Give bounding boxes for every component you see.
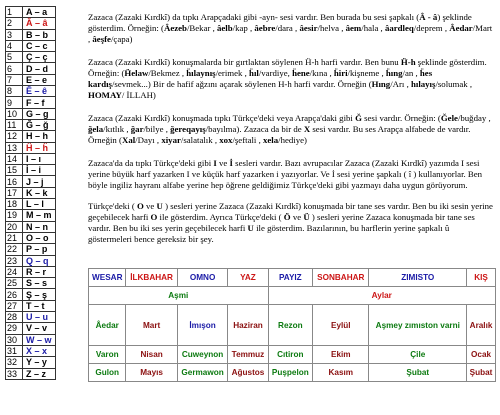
alphabet-row [6,153,56,164]
month-cell: Şubat [467,364,496,382]
alphabet-number: 11 [6,119,23,130]
season-header-cell: WESAR [89,269,126,287]
paragraph-g-x: Zazaca (Zazaki Kırdkî) konuşmada tıpkı Türkçe'deki veya Arapça'daki gibi Ğ sesi vardır. Örneğin: (Ğele/buğday , ğela/kıtlık , ğar/bilye , ğereqayış/bayılma). Zazaca da bir de X sesi vardır. Bu ses Arapça alfabede de vardır. Örneğin (Xal/Dayı , xiyar/salatalık , xox/şeftali , xela/hediye) [88,113,491,145]
alphabet-letter: G – g [23,108,56,119]
alphabet-row [6,74,56,85]
months-table [88,268,496,382]
alphabet-row [6,176,56,187]
alphabet-letter: Ḧ – ḧ [23,142,56,153]
paragraph-ayn: Zazaca (Zazaki Kırdkî) da tıpkı Arapçadaki gibi -ayn- sesi vardır. Ben burada bu sesi şapkalı (Â - â) şeklinde gösterdim. Örneğin: (Âezeb/Bekar , âelb/kap , âebre/dara , âesir/helva , âem/hala , âardleq/deprem , Âedar/Mart , âeşfe/çapa) [88,12,493,44]
month-cell: Haziran [228,305,268,346]
alphabet-row [6,334,56,345]
alphabet-letter: Ş – ş [23,289,56,300]
alphabet-row [6,210,56,221]
alphabet-row [6,97,56,108]
month-cell: Kasım [313,364,369,382]
season-header-cell: KIŞ [467,269,496,287]
alphabet-letter: J – j [23,176,56,187]
alphabet-number: 33 [6,368,23,379]
month-cell: Varon [89,346,126,364]
alphabet-number: 7 [6,74,23,85]
alphabet-row [6,232,56,243]
month-cell: Çile [369,346,467,364]
alphabet-row [6,255,56,266]
alphabet-letter: R – r [23,266,56,277]
months-row-1 [89,305,496,346]
season-header-cell: OMNO [177,269,228,287]
alphabet-letter: İ – i [23,165,56,176]
month-cell: Âedar [89,305,126,346]
alphabet-row [6,289,56,300]
alphabet-letter: Y – y [23,357,56,368]
month-cell: Temmuz [228,346,268,364]
alphabet-row [6,312,56,323]
season-header-cell: PAYIZ [268,269,313,287]
alphabet-letter: O – o [23,232,56,243]
alphabet-letter: Ç – ç [23,52,56,63]
alphabet-number: 1 [6,7,23,18]
alphabet-row [6,40,56,51]
alphabet-row [6,142,56,153]
alphabet-number: 21 [6,232,23,243]
alphabet-row [6,86,56,97]
alphabet-number: 8 [6,86,23,97]
alphabet-number: 23 [6,255,23,266]
alphabet-number: 14 [6,153,23,164]
alphabet-number: 6 [6,63,23,74]
alphabet-number: 22 [6,244,23,255]
alphabet-number: 20 [6,221,23,232]
alphabet-number: 25 [6,278,23,289]
paragraph-i: Zazaca'da da tıpkı Türkçe'deki gibi I ve İ sesleri vardır. Bazı avrupacılar Zazaca (Zazaki Kırdkî) yazımda I sesi yerine büyük harf yazarken I ve küçük harf yazarken i yazıyorlar. Ve İ sesi yerine şapkalı ( î ) kullanıyorlar. Ben böyle ingiliz hayranı alfabe yerine hep öğrene geldiğimiz Türkçe'deki gibi yazmayı daha uygun görüyorum. [88,158,483,190]
alphabet-row [6,266,56,277]
month-cell: Mayıs [126,364,177,382]
alphabet-row [6,7,56,18]
alphabet-number: 18 [6,199,23,210]
alphabet-table [5,6,56,380]
month-cell: Aralık [467,305,496,346]
alphabet-letter: B – b [23,29,56,40]
alphabet-number: 4 [6,40,23,51]
alphabet-row [6,244,56,255]
alphabet-row [6,108,56,119]
alphabet-number: 26 [6,289,23,300]
alphabet-letter: K – k [23,187,56,198]
alphabet-row [6,131,56,142]
alphabet-number: 16 [6,176,23,187]
alphabet-row [6,368,56,379]
article-text [88,12,493,257]
alphabet-number: 13 [6,142,23,153]
month-cell: Germawon [177,364,228,382]
alphabet-row [6,278,56,289]
season-name-row [89,287,496,305]
alphabet-letter: I – ı [23,153,56,164]
alphabet-letter: Z – z [23,368,56,379]
alphabet-number: 5 [6,52,23,63]
alphabet-letter: D – d [23,63,56,74]
alphabet-row [6,300,56,311]
alphabet-row [6,323,56,334]
alphabet-letter: A – a [23,7,56,18]
alphabet-number: 32 [6,357,23,368]
season-right-label: Aylar [268,287,496,305]
alphabet-row [6,187,56,198]
alphabet-letter: Ğ – ğ [23,119,56,130]
month-cell: Cuweynon [177,346,228,364]
season-header-cell: SONBAHAR [313,269,369,287]
season-header-row [89,269,496,287]
alphabet-number: 27 [6,300,23,311]
season-header-cell: YAZ [228,269,268,287]
alphabet-number: 3 [6,29,23,40]
alphabet-number: 17 [6,187,23,198]
alphabet-letter: Q – q [23,255,56,266]
alphabet-letter: F – f [23,97,56,108]
alphabet-letter: V – v [23,323,56,334]
month-cell: Ağustos [228,364,268,382]
alphabet-number: 29 [6,323,23,334]
alphabet-number: 2 [6,18,23,29]
alphabet-letter: X – x [23,345,56,356]
alphabet-letter: T – t [23,300,56,311]
season-header-cell: ZIMISTO [369,269,467,287]
alphabet-number: 15 [6,165,23,176]
alphabet-letter: U – u [23,312,56,323]
alphabet-letter: S – s [23,278,56,289]
months-row-2 [89,346,496,364]
months-row-3 [89,364,496,382]
alphabet-letter: H – h [23,131,56,142]
alphabet-number: 24 [6,266,23,277]
alphabet-number: 19 [6,210,23,221]
alphabet-letter: E – e [23,74,56,85]
alphabet-row [6,63,56,74]
month-cell: Mart [126,305,177,346]
month-cell: Ekim [313,346,369,364]
month-cell: Nisan [126,346,177,364]
alphabet-letter: W – w [23,334,56,345]
month-cell: Şubat [369,364,467,382]
paragraph-h: Zazaca (Zazaki Kırdkî) konuşmalarda bir gırtlaktan söylenen Ḧ-h harfi vardır. Ben bunu Ḧ-h şeklinde gösterdim. Örneğin: (Ḧelaw/Bekmez , ḧılaynış/erimek , ḧıl/vardiye, ḧene/kına , ḧiri/kişneme , ḧıng/an , ḧes kardış/sevmek...) Bir de hafif ağzını açarak söylenen H-h harfi vardır. Örneğin (Hıng/Arı , hılayış/solumak , HOMAY/ İLLAH) [88,57,487,100]
alphabet-number: 12 [6,131,23,142]
month-cell: Eylül [313,305,369,346]
month-cell: İmışon [177,305,228,346]
alphabet-row [6,119,56,130]
alphabet-letter: Ê – ê [23,86,56,97]
alphabet-number: 31 [6,345,23,356]
month-cell: Cıtiron [268,346,313,364]
alphabet-row [6,221,56,232]
alphabet-row [6,52,56,63]
alphabet-number: 28 [6,312,23,323]
alphabet-letter: C – c [23,40,56,51]
alphabet-number: 9 [6,97,23,108]
month-cell: Puşpelon [268,364,313,382]
alphabet-letter: Â – â [23,18,56,29]
month-cell: Aşmey zımıston varni [369,305,467,346]
alphabet-row [6,29,56,40]
alphabet-number: 30 [6,334,23,345]
alphabet-letter: N – n [23,221,56,232]
alphabet-row [6,345,56,356]
season-header-cell: İLKBAHAR [126,269,177,287]
alphabet-letter: P – p [23,244,56,255]
alphabet-number: 10 [6,108,23,119]
season-left-label: Aşmi [89,287,269,305]
alphabet-row [6,357,56,368]
month-cell: Rezon [268,305,313,346]
alphabet-row [6,199,56,210]
month-cell: Gulon [89,364,126,382]
paragraph-o-u: Türkçe'deki ( O ve U ) sesleri yerine Zazaca (Zazaki Kırdkî) konuşmada bir tane ses vardır. Ben bu iki sesin yerine geçebilecek harfi O ile gösterdim. Ayrıca Türkçe'deki ( Ö ve Ü ) sesleri yerine Zazaca konuşmada bir tane ses vardır. Ben bu iki ses yerin geçebilecek harfi U ile gösterdim. Bazılarının, bu harflerin yerine şapkalı û göstermeleri bence gereksiz bir şey. [88,201,493,244]
alphabet-letter: L – l [23,199,56,210]
alphabet-row [6,165,56,176]
alphabet-letter: M – m [23,210,56,221]
month-cell: Ocak [467,346,496,364]
alphabet-row [6,18,56,29]
